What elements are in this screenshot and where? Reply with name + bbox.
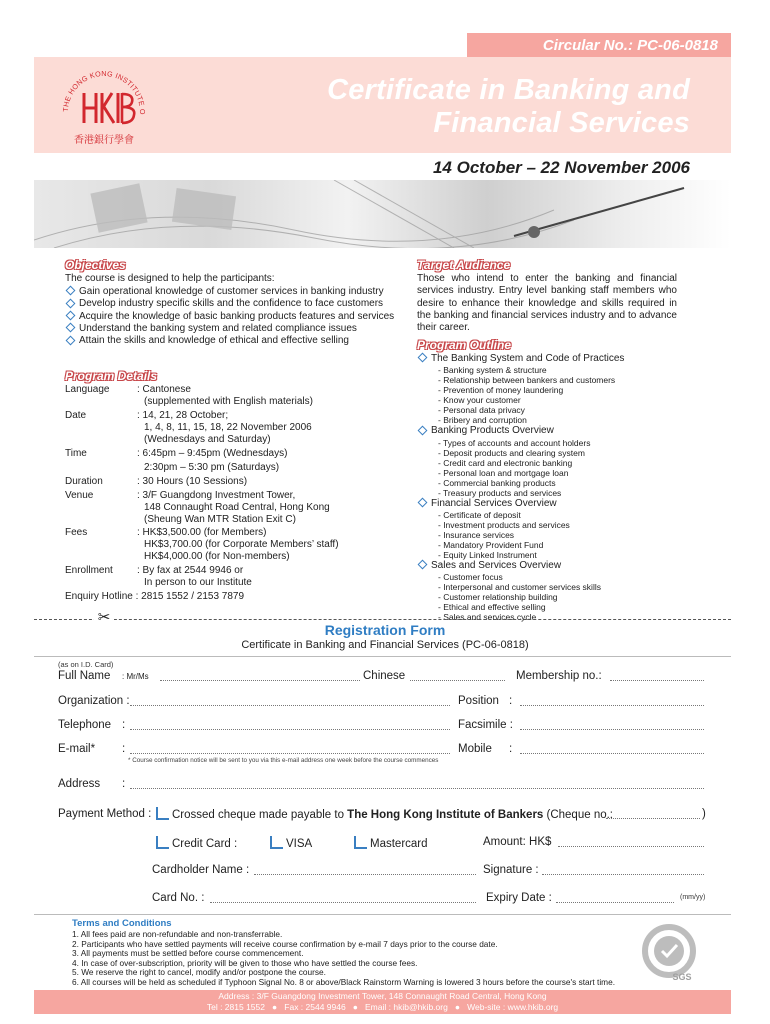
terms-item: 5. We reserve the right to cancel, modify and/or postpone the course.	[72, 967, 326, 978]
objectives-heading: Objectives	[65, 258, 126, 272]
facsimile-field[interactable]	[520, 729, 704, 730]
mobile-colon: :	[509, 743, 513, 755]
outline-section-title: Banking Products Overview	[417, 425, 687, 437]
outline-item: - Customer relationship building	[438, 592, 558, 603]
detail-value-enrollment1: : By fax at 2544 9946 or	[137, 565, 244, 576]
address-label: Address	[58, 778, 101, 790]
outline-item: - Banking system & structure	[438, 365, 547, 376]
sgs-text: SGS	[672, 972, 692, 982]
diamond-bullet-icon	[418, 560, 428, 570]
detail-label-date: Date	[65, 410, 87, 421]
mobile-label: Mobile	[458, 743, 492, 755]
hkib-logo	[54, 57, 154, 152]
terms-item: 6. All courses will be held as scheduled if Typhoon Signal No. 8 or above/Black Rainstorm Warning is lowered 3 hours before the course's start time.	[72, 976, 616, 987]
detail-value-enrollment2: In person to our Institute	[144, 577, 252, 588]
program-outline-heading: Program Outline	[417, 338, 512, 352]
organization-label: Organization :	[58, 695, 130, 707]
position-field[interactable]	[520, 705, 704, 706]
card-number-field[interactable]	[210, 902, 476, 903]
signature-label: Signature :	[483, 864, 539, 876]
footer-contact: Tel : 2815 1552 ● Fax : 2544 9946 ● Email : hkib@hkib.org ● Web-site : www.hkib.org	[206, 1002, 559, 1012]
outline-item: - Equity Linked Instrument	[438, 549, 537, 560]
detail-value-date1: : 14, 21, 28 October;	[137, 410, 229, 421]
outline-item: - Interpersonal and customer services skills	[438, 582, 601, 593]
terms-item: 2. Participants who have settled payments will receive course confirmation by e-mail 7 days prior to the course date.	[72, 938, 498, 949]
diamond-bullet-icon	[418, 425, 428, 435]
detail-value-fees1: : HK$3,500.00 (for Members)	[137, 527, 267, 538]
cheque-checkbox[interactable]	[156, 807, 169, 820]
logo-chinese: 香港銀行學會	[74, 135, 134, 146]
diamond-bullet-icon	[66, 323, 76, 333]
mr-ms-label: : Mr/Ms	[122, 672, 149, 681]
objective-item: Understand the banking system and related compliance issues	[65, 323, 395, 335]
detail-label-fees: Fees	[65, 527, 88, 538]
objectives-list	[65, 286, 395, 347]
form-subtitle: Certificate in Banking and Financial Services (PC-06-0818)	[241, 639, 529, 651]
outline-item: - Customer focus	[438, 572, 503, 583]
outline-section-title: The Banking System and Code of Practices	[417, 353, 687, 365]
terms-list	[72, 930, 672, 988]
telephone-colon: :	[122, 719, 126, 731]
outline-item: - Personal loan and mortgage loan	[438, 467, 569, 478]
detail-language-note: (supplemented with English materials)	[144, 396, 313, 407]
objective-item: Gain operational knowledge of customer services in banking industry	[65, 286, 395, 298]
outline-section-title: Financial Services Overview	[417, 498, 687, 510]
mastercard-option[interactable]: Mastercard	[354, 836, 428, 850]
outline-item: - Types of accounts and account holders	[438, 437, 591, 448]
position-colon: :	[509, 695, 513, 707]
outline-item: - Bribery and corruption	[438, 415, 527, 426]
position-label: Position	[458, 695, 499, 707]
scissors-icon: ✂	[94, 610, 114, 626]
visa-option[interactable]: VISA	[270, 836, 312, 850]
signature-field[interactable]	[542, 874, 704, 875]
circular-number: Circular No.: PC-06-0818	[542, 37, 718, 54]
membership-label: Membership no.:	[516, 670, 602, 682]
diamond-bullet-icon	[418, 498, 428, 508]
diamond-bullet-icon	[66, 286, 76, 296]
detail-label-duration: Duration	[65, 476, 103, 487]
outline-item: - Certificate of deposit	[438, 509, 521, 520]
card-number-label: Card No. :	[152, 892, 205, 904]
diamond-bullet-icon	[66, 311, 76, 321]
outline-section-title: Sales and Services Overview	[417, 560, 687, 572]
outline-item: - Investment products and services	[438, 519, 570, 530]
detail-value-time1: : 6:45pm – 9:45pm (Wednesdays)	[137, 448, 288, 459]
cut-line	[34, 619, 731, 620]
detail-value-venue2: 148 Connaught Road Central, Hong Kong	[144, 502, 330, 513]
target-audience-text: Those who intend to enter the banking and financial services industry. Entry level banking staff members who desire to enhance their knowledge and skills required in the banking and financial services industry and to advance their career.	[417, 273, 677, 334]
terms-item: 4. In case of over-subscription, priority will be given to those who have settled the course fees.	[72, 957, 418, 968]
detail-value-venue3: (Sheung Wan MTR Station Exit C)	[144, 514, 296, 525]
footer-address: Address : 3/F Guangdong Investment Tower, 148 Connaught Road Central, Hong Kong	[218, 991, 547, 1001]
facsimile-label: Facsimile :	[458, 719, 513, 731]
outline-item: - Personal data privacy	[438, 405, 525, 416]
objectives-intro: The course is designed to help the participants:	[65, 273, 275, 284]
title-line1: Certificate in Banking and	[327, 74, 690, 106]
amount-label: Amount: HK$	[483, 836, 552, 848]
form-title: Registration Form	[324, 622, 446, 638]
full-name-field[interactable]	[160, 680, 360, 681]
outline-item: - Know your customer	[438, 395, 521, 406]
objective-item: Develop industry specific skills and the confidence to face customers	[65, 298, 395, 310]
terms-item: 3. All payments must be settled before course commencement.	[72, 948, 304, 959]
detail-label-enrollment: Enrollment	[65, 565, 113, 576]
cheque-number-field[interactable]	[606, 818, 700, 819]
outline-item: - Credit card and electronic banking	[438, 457, 573, 468]
outline-item: - Prevention of money laundering	[438, 385, 564, 396]
banner-image	[34, 180, 731, 248]
detail-value-venue1: : 3/F Guangdong Investment Tower,	[137, 490, 296, 501]
visa-checkbox[interactable]	[270, 836, 283, 849]
detail-value-date2: 1, 4, 8, 11, 15, 18, 22 November 2006	[144, 422, 312, 433]
cheque-option[interactable]: Crossed cheque made payable to The Hong Kong Institute of Bankers (Cheque no.:	[156, 807, 613, 821]
course-dates: 14 October – 22 November 2006	[432, 158, 690, 177]
outline-item: - Mandatory Provident Fund	[438, 539, 544, 550]
amount-field[interactable]	[558, 846, 704, 847]
terms-item: 1. All fees paid are non-refundable and non-transferrable.	[72, 929, 283, 939]
logo-ring-text: THE HONG KONG INSTITUTE O	[60, 68, 148, 115]
outline-item: - Relationship between bankers and customers	[438, 375, 616, 386]
detail-value-fees2: HK$3,700.00 (for Corporate Members’ staff)	[144, 539, 339, 550]
expiry-date-field[interactable]	[556, 902, 674, 903]
address-field[interactable]	[130, 788, 704, 789]
id-card-note: (as on I.D. Card)	[58, 660, 114, 669]
sgs-certification-mark	[640, 924, 698, 982]
email-colon: :	[122, 743, 126, 755]
program-details-heading: Program Details	[65, 369, 158, 383]
terms-heading: Terms and Conditions	[72, 918, 172, 929]
expiry-date-label: Expiry Date :	[486, 892, 552, 904]
outline-item: - Insurance services	[438, 529, 515, 540]
header-white-box	[34, 33, 467, 57]
enquiry-hotline: Enquiry Hotline : 2815 1552 / 2153 7879	[65, 591, 245, 602]
detail-label-time: Time	[65, 448, 87, 459]
detail-value-fees3: HK$4,000.00 (for Non-members)	[144, 551, 290, 562]
credit-card-option[interactable]: Credit Card :	[156, 836, 237, 850]
outline-item: - Treasury products and services	[438, 487, 562, 498]
outline-item: - Sales and services cycle	[438, 612, 537, 623]
telephone-field[interactable]	[130, 729, 450, 730]
detail-value-language: : Cantonese	[137, 384, 191, 395]
target-audience-heading: Target Audience	[417, 258, 511, 272]
organization-field[interactable]	[130, 705, 450, 706]
detail-label-venue: Venue	[65, 490, 94, 501]
form-top-border	[34, 656, 731, 657]
email-label: E-mail*	[58, 743, 96, 755]
diamond-bullet-icon	[418, 353, 428, 363]
detail-value-time2: 2:30pm – 5:30 pm (Saturdays)	[144, 462, 280, 473]
full-name-label: Full Name	[58, 670, 111, 682]
detail-value-date3: (Wednesdays and Saturday)	[144, 434, 271, 445]
cardholder-field[interactable]	[254, 874, 476, 875]
mastercard-checkbox[interactable]	[354, 836, 367, 849]
objective-item: Acquire the knowledge of basic banking products features and services	[65, 311, 395, 323]
membership-field[interactable]	[610, 680, 704, 681]
email-note: * Course confirmation notice will be sent to you via this e-mail address one week before the course commences	[128, 757, 439, 764]
outline-item: - Commercial banking products	[438, 477, 556, 488]
credit-card-checkbox[interactable]	[156, 836, 169, 849]
outline-item: - Ethical and effective selling	[438, 602, 546, 613]
program-outline	[417, 353, 687, 622]
diamond-bullet-icon	[66, 298, 76, 308]
mmyy-hint: (mm/yy)	[680, 894, 706, 901]
terms-border	[34, 914, 731, 915]
cheque-close-paren: )	[702, 808, 706, 820]
payment-method-label: Payment Method :	[58, 808, 152, 820]
email-field[interactable]	[130, 753, 450, 754]
outline-item: - Deposit products and clearing system	[438, 447, 585, 458]
mobile-field[interactable]	[520, 753, 704, 754]
chinese-label: Chinese	[363, 670, 406, 682]
telephone-label: Telephone	[58, 719, 112, 731]
cardholder-label: Cardholder Name :	[152, 864, 250, 876]
detail-label-language: Language	[65, 384, 110, 395]
detail-value-duration: : 30 Hours (10 Sessions)	[137, 476, 248, 487]
diamond-bullet-icon	[66, 335, 76, 345]
address-colon: :	[122, 778, 126, 790]
objective-item: Attain the skills and knowledge of ethical and effective selling	[65, 335, 395, 347]
chinese-name-field[interactable]	[410, 680, 505, 681]
title-line2: Financial Services	[433, 107, 690, 139]
